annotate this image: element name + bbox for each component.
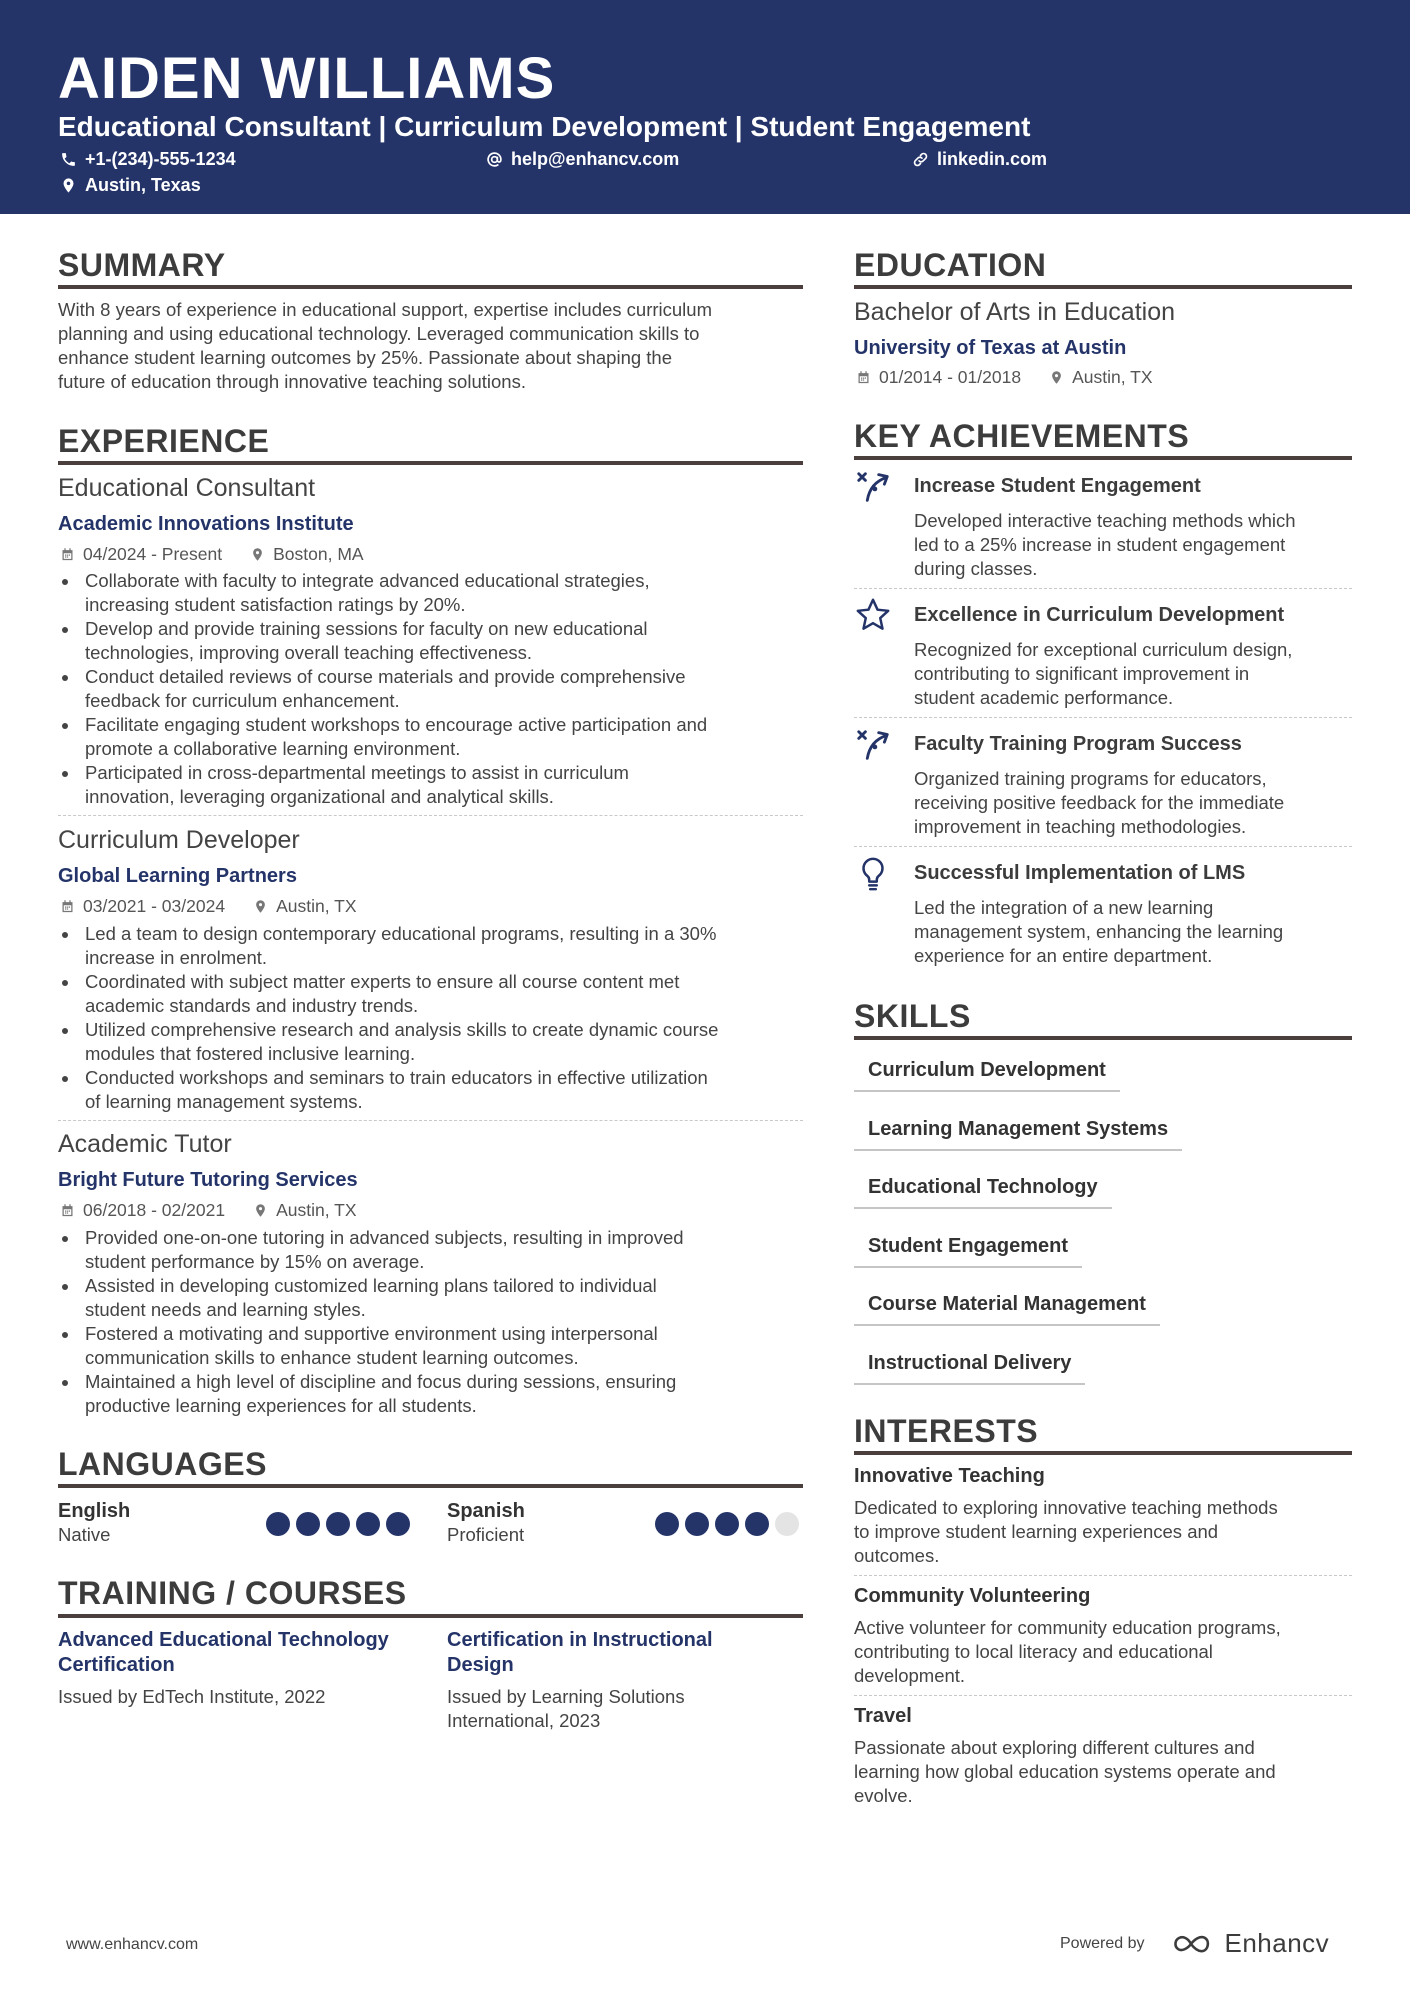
job-dates: 04/2024 - Present: [83, 544, 223, 564]
at-sign-icon: [486, 151, 503, 168]
summary-line: With 8 years of experience in educational support, expertise includes curriculum: [58, 299, 712, 320]
job-bullets: [58, 922, 803, 1114]
interest-title: Travel: [854, 1705, 912, 1727]
list-item: Collaborate with faculty to integrate advanced educational strategies, increasing student satisfaction ratings by 20%.: [58, 569, 803, 617]
calendar-icon: [60, 1203, 75, 1218]
job-meta: [60, 1199, 357, 1221]
calendar-icon: [60, 547, 75, 562]
list-item: Fostered a motivating and supportive environment using interpersonal communication skills to enhance student learning outcomes.: [58, 1322, 803, 1370]
list-item: Participated in cross-departmental meetings to assist in curriculum innovation, leveraging organizational and analytical skills.: [58, 761, 803, 809]
calendar-icon: [856, 370, 871, 385]
job-location: Boston, MA: [273, 544, 364, 564]
list-item: Develop and provide training sessions for faculty on new educational technologies, improving overall teaching effectiveness.: [58, 617, 803, 665]
course-issuer: Issued by EdTech Institute, 2022: [58, 1686, 326, 1707]
interest-title: Innovative Teaching: [854, 1465, 1045, 1487]
section-divider: [58, 1484, 803, 1488]
rating-dot-filled: [296, 1512, 320, 1536]
skill-tag: Student Engagement: [854, 1234, 1082, 1268]
education-title: EDUCATION: [854, 247, 1047, 283]
skills-title: SKILLS: [854, 998, 971, 1034]
achievement-text: Recognized for exceptional curriculum design, contributing to significant improvement in student academic performance.: [914, 639, 1293, 708]
job-bullets: [58, 1226, 803, 1418]
rating-dot-filled: [685, 1512, 709, 1536]
education-location: Austin, TX: [1072, 367, 1153, 387]
rating-dot-filled: [266, 1512, 290, 1536]
interest-text: Dedicated to exploring innovative teaching methods to improve student learning experiences and outcomes.: [854, 1497, 1278, 1566]
interest-text: Active volunteer for community education programs, contributing to local literacy and educational development.: [854, 1617, 1281, 1686]
footer-branding[interactable]: [1060, 1928, 1329, 1959]
language-rating: [266, 1512, 410, 1536]
job-dates: 06/2018 - 02/2021: [83, 1200, 226, 1220]
skill-tag: Course Material Management: [854, 1292, 1160, 1326]
language-rating: [655, 1512, 799, 1536]
contact-linkedin[interactable]: [912, 148, 1047, 170]
job-role: Curriculum Developer: [58, 826, 300, 854]
location-pin-icon: [60, 177, 77, 194]
growth-arrow-icon: [854, 726, 892, 764]
candidate-name: AIDEN WILLIAMS: [58, 46, 556, 111]
job-role: Academic Tutor: [58, 1130, 232, 1158]
interests-title: INTERESTS: [854, 1413, 1039, 1449]
experience-title: EXPERIENCE: [58, 423, 270, 459]
language-name: English: [58, 1500, 131, 1522]
job-meta: [60, 895, 357, 917]
headline: Educational Consultant | Curriculum Development | Student Engagement: [58, 111, 1031, 142]
achievement-text: Organized training programs for educators, receiving positive feedback for the immediate improvement in teaching methodologies.: [914, 768, 1285, 837]
job-location: Austin, TX: [276, 1200, 357, 1220]
section-divider: [854, 1036, 1352, 1040]
section-divider: [854, 456, 1352, 460]
contact-phone[interactable]: [60, 148, 236, 170]
interest-text: Passionate about exploring different cultures and learning how global education systems operate and evolve.: [854, 1737, 1276, 1806]
link-icon: [912, 151, 929, 168]
entry-separator: [854, 717, 1352, 718]
entry-separator: [58, 815, 803, 816]
enhancv-logo-icon: [1171, 1932, 1217, 1956]
location-pin-icon: [250, 547, 265, 562]
job-meta: [60, 543, 364, 565]
location-pin-icon: [1049, 370, 1064, 385]
section-divider: [854, 1451, 1352, 1455]
contact-email[interactable]: [486, 148, 679, 170]
list-item: Conduct detailed reviews of course materials and provide comprehensive feedback for curriculum enhancement.: [58, 665, 803, 713]
calendar-icon: [60, 899, 75, 914]
training-title: TRAINING / COURSES: [58, 1575, 407, 1611]
location-pin-icon: [253, 1203, 268, 1218]
entry-separator: [854, 588, 1352, 589]
course-title: Advanced Educational Technology Certification: [58, 1629, 389, 1676]
location-text: Austin, Texas: [85, 175, 201, 195]
achievement-title: Excellence in Curriculum Development: [914, 604, 1285, 626]
course-title: Certification in Instructional Design: [447, 1629, 713, 1676]
job-role: Educational Consultant: [58, 474, 316, 502]
achievement-text: Led the integration of a new learning management system, enhancing the learning experience for an entire department.: [914, 897, 1284, 966]
enhancv-logo: [1171, 1928, 1330, 1959]
brand-name: Enhancv: [1224, 1928, 1330, 1958]
rating-dot-empty: [775, 1512, 799, 1536]
job-company: Bright Future Tutoring Services: [58, 1169, 358, 1191]
skill-tag: Instructional Delivery: [854, 1351, 1085, 1385]
linkedin-text: linkedin.com: [937, 149, 1048, 169]
growth-arrow-icon: [854, 468, 892, 506]
languages-title: LANGUAGES: [58, 1446, 267, 1482]
email-text: help@enhancv.com: [511, 149, 680, 169]
job-company: Global Learning Partners: [58, 865, 297, 887]
summary-text: [58, 298, 803, 394]
course-issuer: Issued by Learning Solutions International, 2023: [447, 1686, 685, 1731]
job-company: Academic Innovations Institute: [58, 513, 354, 535]
section-divider: [58, 1614, 803, 1618]
achievement-text: Developed interactive teaching methods which led to a 25% increase in student engagement during classes.: [914, 510, 1296, 579]
star-icon: [854, 596, 892, 634]
achievements-title: KEY ACHIEVEMENTS: [854, 418, 1190, 454]
skill-tag: Learning Management Systems: [854, 1117, 1182, 1151]
language-level: Proficient: [447, 1524, 525, 1545]
entry-separator: [854, 1695, 1352, 1696]
skill-tag: Educational Technology: [854, 1175, 1112, 1209]
rating-dot-filled: [356, 1512, 380, 1536]
list-item: Utilized comprehensive research and analysis skills to create dynamic course modules that fostered inclusive learning.: [58, 1018, 803, 1066]
rating-dot-filled: [655, 1512, 679, 1536]
section-divider: [58, 285, 803, 289]
entry-separator: [58, 1120, 803, 1121]
resume-header: [0, 0, 1410, 214]
powered-by-label: Powered by: [1060, 1934, 1145, 1952]
lightbulb-icon: [854, 855, 892, 893]
job-dates: 03/2021 - 03/2024: [83, 896, 226, 916]
rating-dot-filled: [326, 1512, 350, 1536]
entry-separator: [854, 846, 1352, 847]
achievement-title: Faculty Training Program Success: [914, 733, 1242, 755]
summary-line: planning and using educational technology. Leveraged communication skills to: [58, 323, 700, 344]
list-item: Coordinated with subject matter experts to ensure all course content met academic standards and industry trends.: [58, 970, 803, 1018]
section-divider: [58, 461, 803, 465]
list-item: Maintained a high level of discipline and focus during sessions, ensuring productive learning experiences for all students.: [58, 1370, 803, 1418]
list-item: Conducted workshops and seminars to train educators in effective utilization of learning management systems.: [58, 1066, 803, 1114]
achievement-title: Increase Student Engagement: [914, 475, 1201, 497]
degree: Bachelor of Arts in Education: [854, 298, 1176, 326]
summary-line: enhance student learning outcomes by 25%. Passionate about shaping the: [58, 347, 673, 368]
footer-website[interactable]: www.enhancv.com: [66, 1936, 199, 1953]
achievement-title: Successful Implementation of LMS: [914, 862, 1246, 884]
rating-dot-filled: [386, 1512, 410, 1536]
education-dates: 01/2014 - 01/2018: [879, 367, 1022, 387]
summary-title: SUMMARY: [58, 247, 226, 283]
rating-dot-filled: [745, 1512, 769, 1536]
language-level: Native: [58, 1524, 111, 1545]
phone-text: +1-(234)-555-1234: [85, 149, 236, 169]
skill-tag: Curriculum Development: [854, 1058, 1120, 1092]
list-item: Assisted in developing customized learning plans tailored to individual student needs and learning styles.: [58, 1274, 803, 1322]
rating-dot-filled: [715, 1512, 739, 1536]
interest-title: Community Volunteering: [854, 1585, 1091, 1607]
phone-icon: [60, 151, 77, 168]
language-name: Spanish: [447, 1500, 525, 1522]
job-bullets: [58, 569, 803, 809]
list-item: Led a team to design contemporary educational programs, resulting in a 30% increase in enrolment.: [58, 922, 803, 970]
education-meta: [856, 366, 1153, 388]
school: University of Texas at Austin: [854, 337, 1127, 359]
list-item: Facilitate engaging student workshops to encourage active participation and promote a collaborative learning environment.: [58, 713, 803, 761]
entry-separator: [854, 1575, 1352, 1576]
location-pin-icon: [253, 899, 268, 914]
list-item: Provided one-on-one tutoring in advanced subjects, resulting in improved student performance by 15% on average.: [58, 1226, 803, 1274]
job-location: Austin, TX: [276, 896, 357, 916]
contact-location: [60, 174, 201, 196]
section-divider: [854, 285, 1352, 289]
summary-line: future of education through innovative teaching solutions.: [58, 371, 526, 392]
